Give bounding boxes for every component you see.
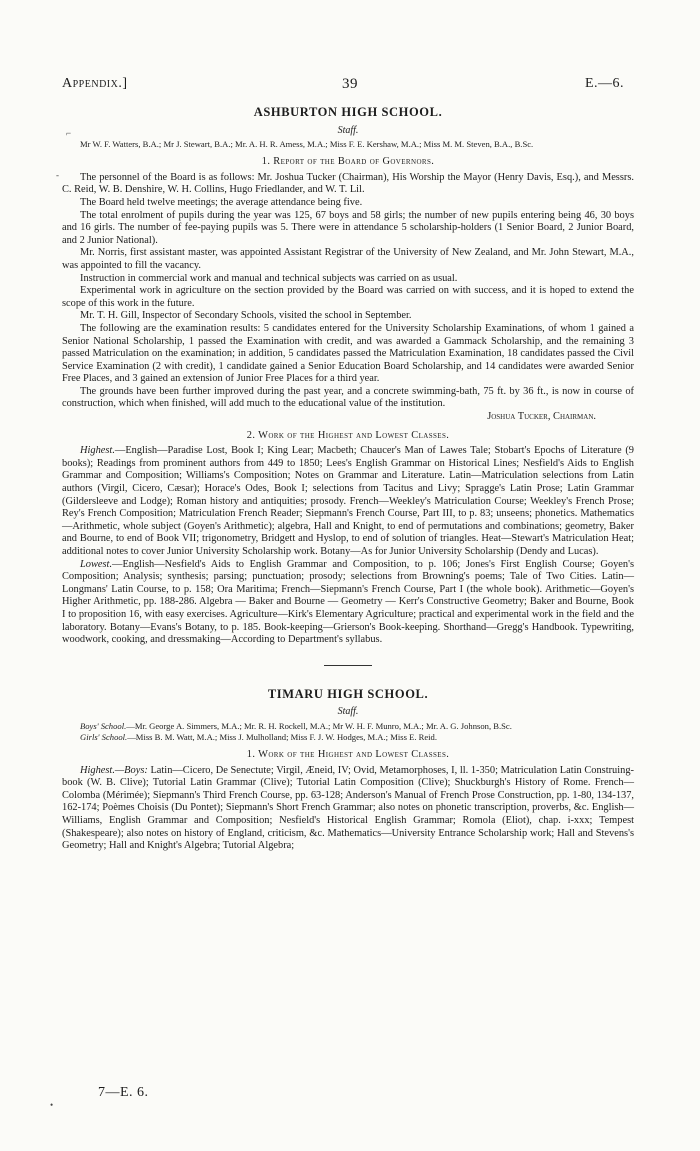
report-paragraph: The total enrolment of pupils during the year was 125, 67 boys and 58 girls; the number of new pupils entering being 46, 30 boys and 16 girls. The number of fee-paying pupils was 5. There were in attendance 5 scholarship-holders (1 Senior Board, 2 Junior Board, and 2 Junior National).	[62, 209, 634, 246]
staff-list: Mr W. F. Watters, B.A.; Mr J. Stewart, B.A.; Mr. A. H. R. Amess, M.A.; Miss F. E. Kershaw, M.A.; Miss M. M. Steven, B.A., B.Sc.	[80, 139, 534, 150]
main-content	[62, 106, 634, 853]
work-heading: 2. Work of the Highest and Lowest Classes.	[246, 429, 450, 441]
report-paragraph: The Board held twelve meetings; the average attendance being five.	[80, 196, 363, 208]
staff-heading: Staff.	[337, 706, 359, 718]
signature-line	[62, 411, 634, 424]
section-title: TIMARU HIGH SCHOOL.	[267, 686, 429, 701]
report-paragraph: The grounds have been further improved during the past year, and a concrete swimming-bath, 75 ft. by 36 ft., is now in course of construction, which when finished, will add much to the educational value of the institution.	[62, 385, 634, 410]
report-heading: 1. Report of the Board of Governors.	[261, 156, 435, 168]
ashburton-section	[62, 106, 634, 647]
margin-mark: •	[50, 1100, 54, 1110]
work-heading: 1. Work of the Highest and Lowest Classes.	[246, 748, 450, 760]
girls-school-label: Girls' School.	[80, 731, 128, 742]
lowest-label: Lowest.	[80, 558, 113, 570]
report-paragraph: Mr. Norris, first assistant master, was appointed Assistant Registrar of the University of New Zealand, and Mr. John Stewart, M.A., was appointed to fill the vacancy.	[62, 247, 634, 271]
report-paragraph: Mr. T. H. Gill, Inspector of Secondary Schools, visited the school in September.	[80, 310, 412, 322]
lowest-classes-paragraph	[62, 559, 634, 647]
boys-staff-text: —Mr. George A. Simmers, M.A.; Mr. R. H. Rockell, M.A.; Mr W. H. F. Munro, M.A.; Mr. A. G. Johnson, B.Sc.	[126, 720, 512, 731]
report-paragraph: Instruction in commercial work and manual and technical subjects was carried on as usual.	[80, 272, 458, 284]
footer-signature-mark: 7—E. 6.	[98, 1085, 149, 1100]
margin-mark: -	[56, 170, 59, 180]
girls-staff-text: —Miss B. M. Watt, M.A.; Miss J. Mulholland; Miss F. J. W. Hodges, M.A.; Miss E. Reid.	[127, 731, 437, 742]
staff-heading: Staff.	[337, 124, 359, 136]
timaru-section	[62, 688, 634, 853]
header-document-code: E.—6.	[584, 76, 624, 91]
highest-label: Highest.	[80, 445, 115, 457]
section-title: ASHBURTON HIGH SCHOOL.	[253, 105, 443, 119]
chairman-signature: Joshua Tucker, Chairman.	[487, 411, 596, 423]
report-paragraph: The following are the examination results: 5 candidates entered for the University Scholarship Examinations, of whom 1 gained a Senior National Scholarship, 1 passed the Examination with credit, and was awarded a Gammack Scholarship, and the remaining 3 passed Matriculation on the examination; in addition, 5 candidates passed the Matriculation Examination, 18 candidates passed the Civil Service Examination (2 with credit), 1 candidate gained a Senior Education Board Scholarship, and 14 candidates were awarded Senior Free Places, and 3 gained an extension of Junior Free Places for a third year.	[62, 322, 634, 385]
lowest-text: —English—Nesfield's Aids to English Grammar and Composition, to p. 106; Jones's First English Course; Goyen's Composition; Analysis; synthesis; parsing; punctuation; prosody; selections from Browning's poems; Tale of Two Cities. Latin—Longmans' Latin Course, to p. 158; Ora Maritima; French—Siepmann's French Course, Part I (the whole book). Arithmetic—Goyen's Higher Arithmetic, pp. 188-286. Algebra — Baker and Bourne — Geometry — Kerr's Constructive Geometry; Baker and Bourne, Book I to proposition 16, with easy exercises. Agriculture—Kirk's Elementary Agriculture; practical and experimental work in the field and the laboratory. Botany—Evans's Botany, to p. 185. Book-keeping—Grierson's Book-keeping. Shorthand—Gregg's Handbook. Typewriting, woodwork, cooking, and dressmaking—According to Department's syllabus.	[62, 558, 634, 646]
boys-staff-list	[62, 721, 634, 732]
header-appendix: Appendix.]	[62, 76, 128, 91]
boys-school-label: Boys' School.	[80, 720, 127, 731]
highest-classes-paragraph	[62, 765, 634, 853]
highest-text: —English—Paradise Lost, Book I; King Lear; Macbeth; Chaucer's Man of Lawes Tale; Stobart's Epochs of Literature (9 books); Readings from prominent authors from 449 to 1850; Lees's English Grammar on Historical Lines; Nesfield's Aids to English Grammar and Composition; Williams's Composition; Notes on Grammar and Literature. Latin—Matriculation selections from Latin authors (Virgil, Cicero, Cæsar); Horace's Odes, Book I; selections from Tacitus and Livy; Spragge's Latin Prose; Latin Grammar (Gildersleeve and Lodge); Roman history and antiquities; prosody. French—Weekley's Matriculation Course; Weekley's French Prose; Rey's French Composition; Matriculation French Reader; Siepmann's French Course, Part III, to p. 83; unseens; phonetics. Mathematics—Arithmetic, whole subject (Goyen's Arithmetic); algebra, Hall and Knight, to end of permutations and combinations; geometry, Baker and Bourne, to end of Book VII; trigonometry, Bridgett and Hyslop, to end of solution of triangles. Heat—Stewart's Matriculation Heat; additional notes to cover Junior University Scholarship work. Botany—As for Junior University Scholarship (Dendy and Lucas).	[62, 445, 634, 557]
report-paragraph: The personnel of the Board is as follows: Mr. Joshua Tucker (Chairman), His Worship the Mayor (Henry Davis, Esq.), and Messrs. C. Reid, W. B. Denshire, W. H. Collins, Hugo Friedlander, and W. T. Lil.	[62, 171, 634, 196]
section-divider	[324, 665, 372, 666]
margin-mark: ⌐	[66, 128, 72, 138]
highest-label: Highest.—Boys:	[80, 764, 148, 776]
report-paragraph: Experimental work in agriculture on the section provided by the Board was carried on with success, and it is hoped to extend the scope of this work in the future.	[62, 285, 634, 309]
highest-classes-paragraph	[62, 445, 634, 558]
highest-text: Latin—Cicero, De Senectute; Virgil, Æneid, IV; Ovid, Metamorphoses, I, ll. 1-350; Matriculation Latin Construing-book (W. B. Clive); Tutorial Latin Grammar (Clive); Tutorial Latin Composition (Clive); Shuckburgh's History of Rome. French—Colomba (Mérimée); Siepmann's Third French Course, pp. 63-128; Anderson's Manual of French Prose Construction, pp. 1-80, 134-137, 162-174; Poèmes Choisis (Du Pontet); Siepmann's Short French Grammar; also notes on phonetic transcription, proverbs, &c. English—Williams, English Grammar and Composition; Nesfield's Historical English Grammar; Romola (Eliot), chap. i-xxx; Tempest (Shakespeare); also notes on history of England, criticism, &c. Mathematics—University Entrance Scholarship work; Hall and Stevens's Geometry; Hall and Knight's Algebra; Tutorial Algebra;	[62, 764, 634, 852]
girls-staff-list	[62, 732, 634, 743]
page-number: 39	[342, 76, 358, 92]
